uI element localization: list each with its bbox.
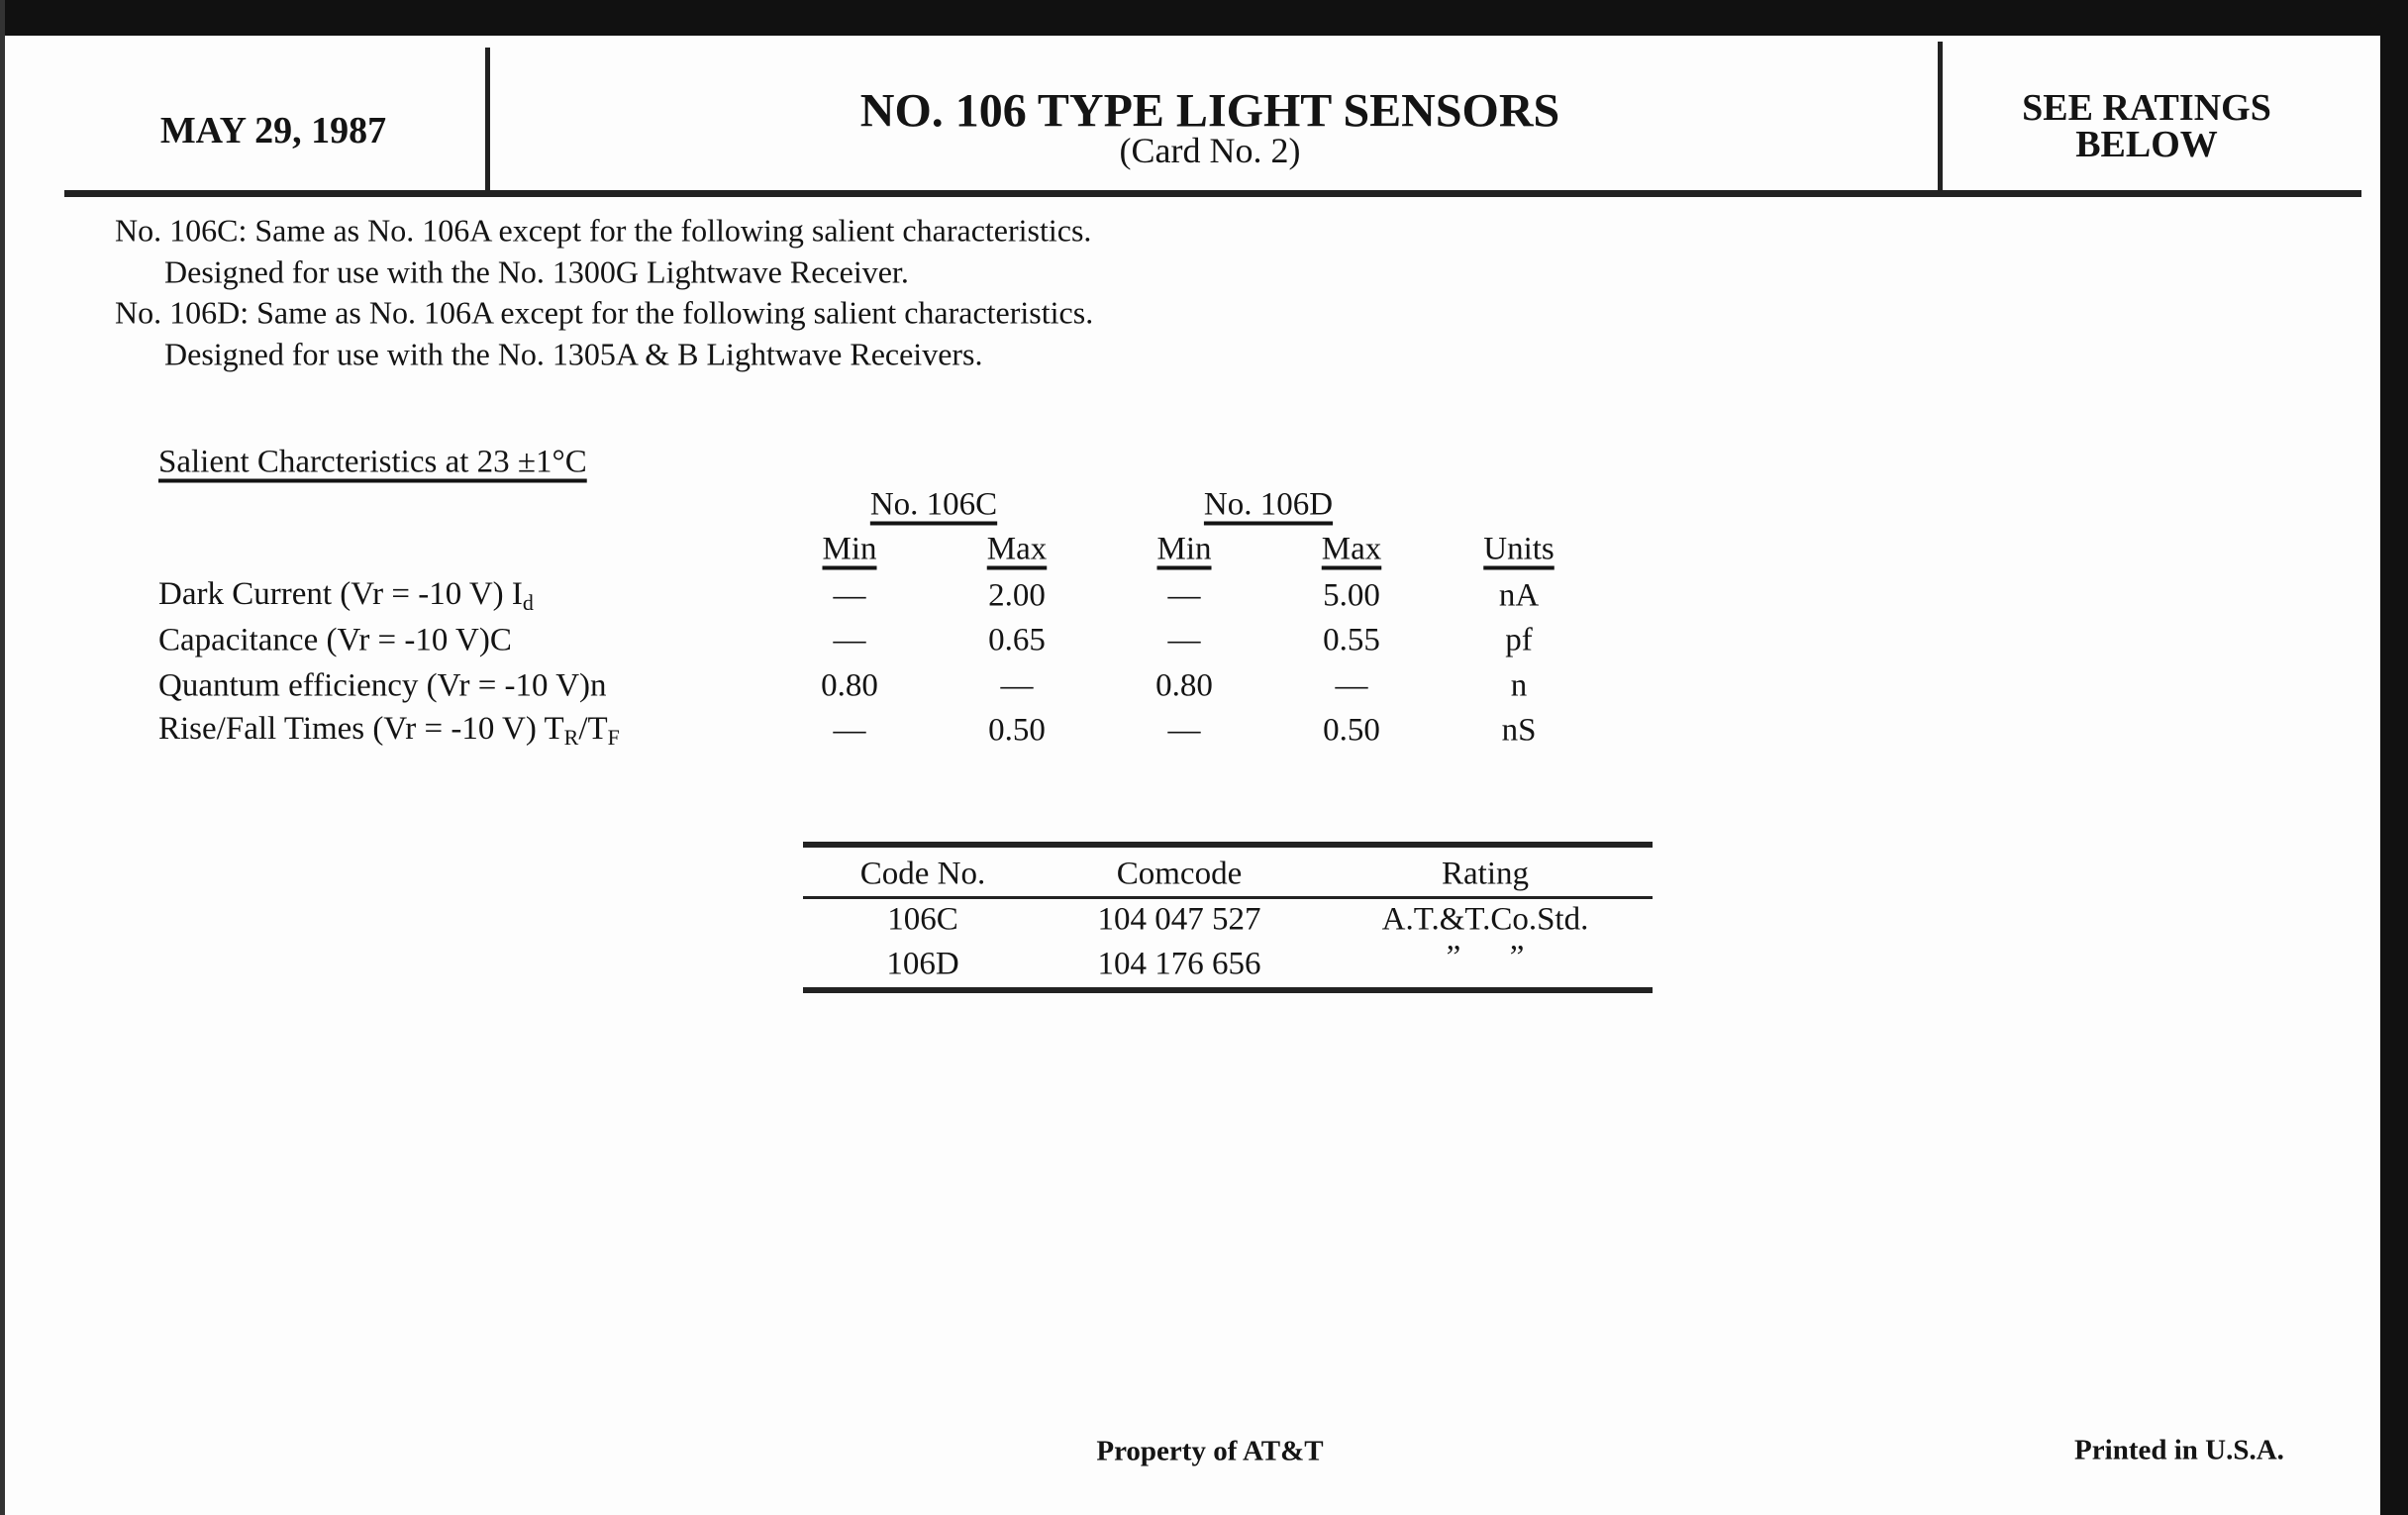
characteristic-value: —	[1000, 667, 1034, 704]
characteristic-value: nS	[1501, 712, 1537, 749]
group-header-106c: No. 106C	[869, 486, 998, 523]
intro-line: Designed for use with the No. 1300G Lightwave Receiver.	[164, 253, 909, 290]
characteristic-value: —	[833, 712, 866, 749]
characteristic-label	[158, 711, 620, 751]
column-header: Units	[1483, 531, 1555, 567]
characteristic-label	[158, 668, 607, 705]
characteristic-value: n	[1510, 667, 1528, 704]
characteristic-value: —	[1167, 712, 1201, 749]
label-subscript: R	[563, 725, 579, 750]
card-date: MAY 29, 1987	[159, 110, 387, 152]
ratings-note-line2: BELOW	[2075, 124, 2218, 165]
card-title: NO. 106 TYPE LIGHT SENSORS	[859, 84, 1560, 138]
characteristic-value: 2.00	[988, 577, 1046, 614]
footer-property: Property of AT&T	[1096, 1435, 1324, 1467]
characteristic-value: pf	[1505, 622, 1533, 658]
label-text: Rise/Fall Times (Vr = -10 V) T	[158, 711, 564, 747]
table-cell: 106C	[887, 901, 958, 938]
characteristic-label	[158, 623, 512, 659]
scan-border-top	[0, 0, 2408, 36]
characteristic-value: —	[1167, 622, 1201, 658]
table-cell: 104 047 527	[1097, 901, 1261, 938]
table-cell: 104 176 656	[1097, 946, 1261, 982]
card-subtitle: (Card No. 2)	[1119, 131, 1301, 170]
characteristic-label	[158, 576, 534, 616]
characteristic-value: 0.50	[988, 712, 1046, 749]
intro-line: No. 106D: Same as No. 106A except for the following salient characteristics.	[115, 294, 1094, 331]
column-header: Max	[1321, 531, 1382, 567]
table-cell: A.T.&T.Co.Std.	[1381, 901, 1589, 938]
characteristic-value: 0.65	[988, 622, 1046, 658]
group-header-106d: No. 106D	[1203, 486, 1334, 523]
table-rule-header	[803, 896, 1653, 899]
table-header: Rating	[1442, 856, 1529, 892]
ratings-note-line1: SEE RATINGS	[2022, 87, 2271, 129]
scan-border-left	[0, 0, 5, 1515]
footer-printed: Printed in U.S.A.	[2074, 1434, 2284, 1466]
scan-border-right	[2380, 0, 2408, 1515]
table-header: Comcode	[1116, 856, 1243, 892]
header-divider-right	[1938, 42, 1943, 192]
characteristic-value: 0.50	[1323, 712, 1380, 749]
column-header: Min	[1156, 531, 1212, 567]
table-header: Code No.	[859, 856, 986, 892]
characteristics-heading: Salient Charcteristics at 23 ±1°C	[158, 444, 587, 480]
table-rule-bottom	[803, 987, 1653, 993]
label-subscript: F	[607, 725, 620, 750]
label-text: Dark Current (Vr = -10 V) I	[158, 576, 523, 612]
table-cell: ” ”	[1446, 939, 1525, 975]
column-header: Max	[986, 531, 1048, 567]
column-header: Min	[822, 531, 877, 567]
label-text: Quantum efficiency (Vr = -10 V)n	[158, 667, 607, 704]
label-text: Capacitance (Vr = -10 V)C	[158, 622, 512, 658]
table-cell: 106D	[886, 946, 959, 982]
characteristic-value: 0.80	[1155, 667, 1213, 704]
intro-line: Designed for use with the No. 1305A & B Lightwave Receivers.	[164, 336, 983, 372]
label-subscript: d	[522, 590, 534, 615]
characteristic-value: 5.00	[1323, 577, 1380, 614]
characteristic-value: 0.55	[1323, 622, 1380, 658]
characteristic-value: nA	[1498, 577, 1540, 614]
characteristic-value: —	[833, 577, 866, 614]
intro-line: No. 106C: Same as No. 106A except for the following salient characteristics.	[115, 212, 1092, 249]
header-rule	[64, 190, 2361, 197]
characteristic-value: —	[1167, 577, 1201, 614]
header-divider-left	[485, 48, 490, 194]
table-rule-top	[803, 842, 1653, 848]
characteristic-value: 0.80	[821, 667, 878, 704]
characteristic-value: —	[833, 622, 866, 658]
label-text: /T	[578, 711, 608, 747]
characteristic-value: —	[1335, 667, 1368, 704]
